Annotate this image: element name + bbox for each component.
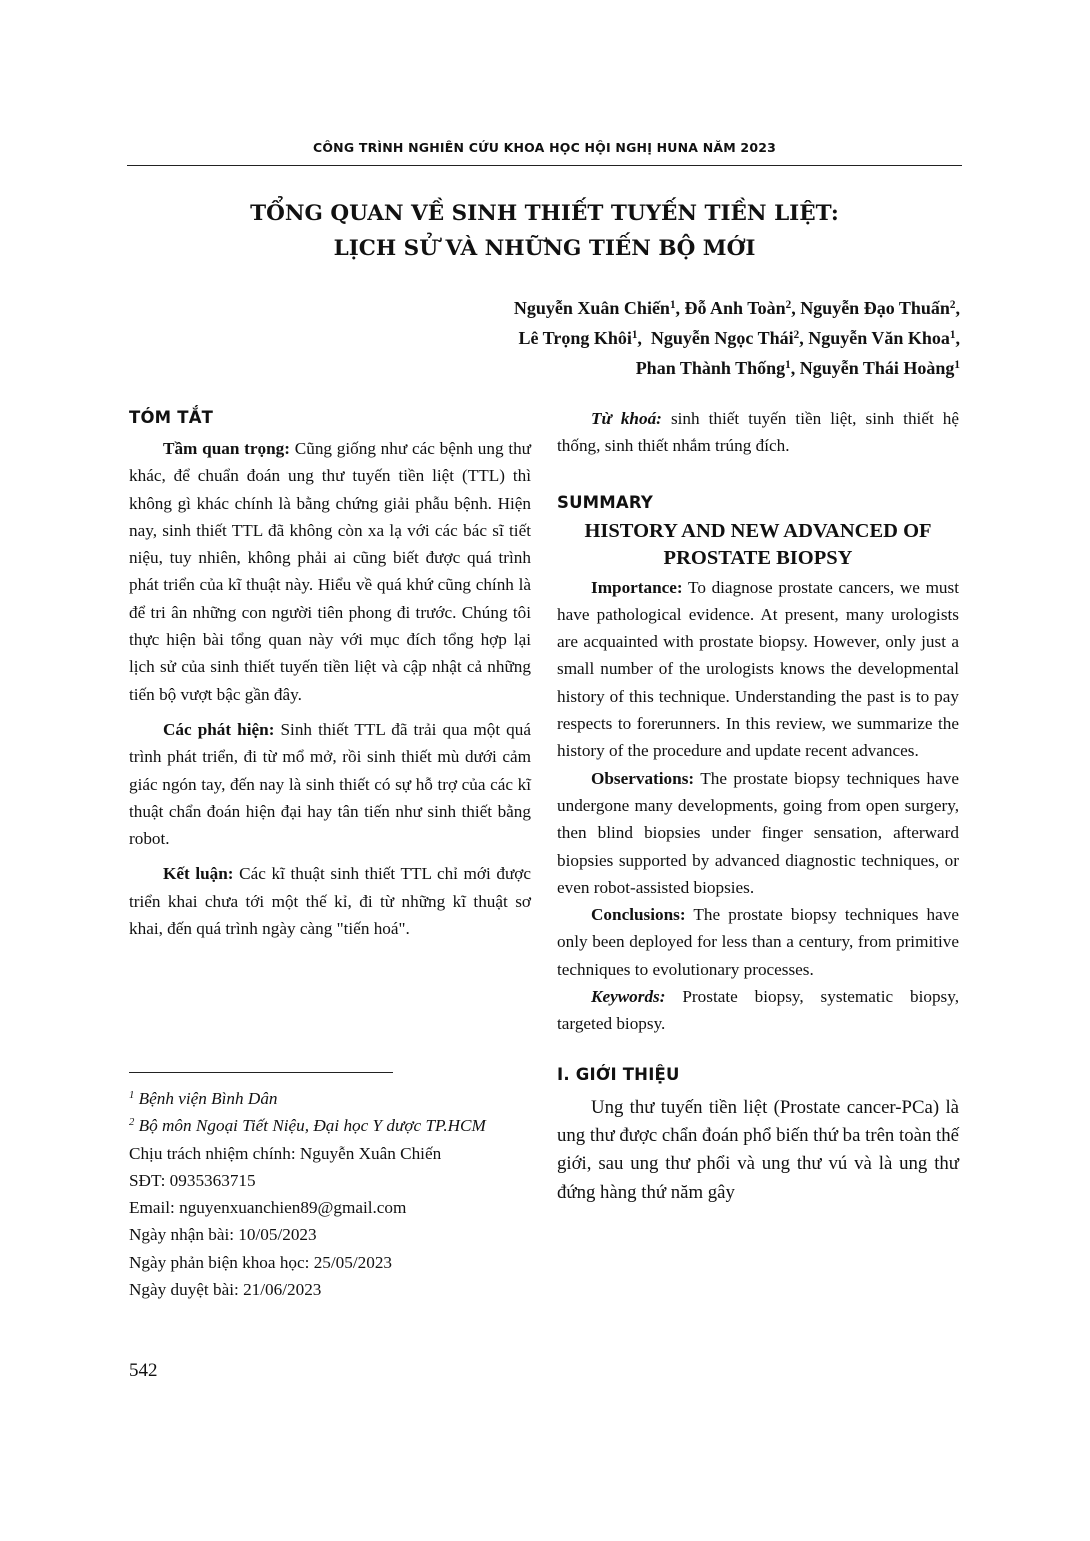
summary-importance (557, 574, 959, 765)
keywords-vi-text: sinh thiết tuyến tiền liệt, sinh thiết hệ thống, sinh thiết nhắm trúng đích. (557, 409, 959, 456)
conclusions-en-label: Conclusions: (591, 905, 686, 925)
affiliation-1 (129, 1085, 531, 1112)
paper-title (127, 196, 962, 266)
introduction-heading: I. GIỚI THIỆU (557, 1064, 680, 1084)
summary-conclusions (557, 901, 959, 983)
conclusion-text: Các kĩ thuật sinh thiết TTL chỉ mới được triển khai chưa tới một thế kỉ, đi từ những kĩ thuật sơ khai, đến quá trình ngày càng "tiến hoá". (129, 864, 532, 939)
author-line-3: Phan Thành Thống$^1$, Nguyễn Thái Hoàng$^1$ (635, 358, 960, 378)
author-list (260, 293, 960, 383)
importance-en-text: To diagnose prostate cancers, we must have pathological evidence. At present, many urologists are acquainted with prostate biopsy. However, only just a small number of the urologists knows the developmental history of this technique. Understanding the past is to pay respects to forerunners. In this review, we summarize the history of the procedure and update recent advances. (557, 577, 959, 761)
corresponding-author: Chịu trách nhiệm chính: Nguyễn Xuân Chiến (129, 1143, 442, 1163)
author-name: Nguyễn Thái Hoàng (799, 358, 955, 378)
author-name: Nguyễn Ngọc Thái (650, 328, 794, 348)
introduction-text: Ung thư tuyến tiền liệt (Prostate cancer-PCa) là ung thư được chẩn đoán phổ biến thứ ba trên toàn thế giới, sau ung thư phổi và ung thư vú và là ung thư đứng hàng thứ năm gây (557, 1096, 959, 1203)
author-affiliation: 2 (793, 328, 800, 341)
conclusion-label: Kết luận: (163, 864, 234, 884)
review-date: Ngày phản biện khoa học: 25/05/2023 (129, 1252, 393, 1272)
left-column (129, 405, 531, 950)
author-affiliation: 1 (669, 298, 676, 311)
received-date: Ngày nhận bài: 10/05/2023 (129, 1225, 317, 1245)
abstract-conclusion (129, 860, 531, 942)
email[interactable]: Email: nguyenxuanchien89@gmail.com (129, 1198, 407, 1218)
author-name: Nguyễn Xuân Chiến (513, 298, 670, 318)
importance-text: Cũng giống như các bệnh ung thư khác, để chuẩn đoán ung thư tuyến tiền liệt (TTL) thì không gì khác chính là bằng chứng giải phẫu bệnh. Hiện nay, sinh thiết TTL đã không còn xa lạ với các bác sĩ tiết niệu, tuy nhiên, không phải ai cũng biết được quá trình phát triển của kĩ thuật này. Hiểu về quá khứ cũng chính là để tri ân những con người tiên phong đi trước. Chúng tôi thực hiện bài tổng quan này với mục đích tổng hợp lại lịch sử của sinh thiết tuyến tiền liệt và cập nhật cả những tiến bộ vượt bậc gần đây. (129, 439, 531, 704)
footnotes (129, 1072, 531, 1303)
author-name: Đỗ Anh Toàn (684, 298, 786, 318)
observations-label: Observations: (591, 768, 695, 788)
header-rule (127, 165, 962, 166)
title-line-1: TỔNG QUAN VỀ SINH THIẾT TUYẾN TIỀN LIỆT: (250, 201, 839, 226)
author-name: Lê Trọng Khôi (518, 328, 632, 348)
summary-observations (557, 765, 959, 901)
abstract-importance (129, 435, 531, 708)
phone: SĐT: 0935363715 (129, 1170, 256, 1190)
findings-text: Sinh thiết TTL đã trải qua một quá trình phát triển, đi từ mổ mở, rồi sinh thiết mù dưới cảm giác ngón tay, đến nay là sinh thiết có sự hỗ trợ của các kĩ thuật chẩn đoán hiện đại hay tân tiến như sinh thiết bằng robot. (129, 719, 531, 849)
introduction-section (557, 1062, 959, 1207)
importance-label: Tầm quan trọng: (163, 439, 290, 458)
keywords-en-text: Prostate biopsy, systematic biopsy, targeted biopsy. (557, 987, 959, 1034)
summary-heading: SUMMARY (557, 492, 654, 512)
author-affiliation: 2 (949, 298, 956, 311)
conclusions-en-text: The prostate biopsy techniques have only been deployed for less than a century, from primitive techniques to evolutionary processes. (557, 905, 959, 979)
author-name: Nguyễn Văn Khoa (808, 328, 950, 348)
page-number: 542 (129, 1360, 158, 1381)
summary-title-line-1: HISTORY AND NEW ADVANCED OF (584, 519, 932, 542)
author-affiliation: 1 (949, 328, 956, 341)
author-name: Phan Thành Thống (635, 358, 786, 378)
title-line-2: LỊCH SỬ VÀ NHỮNG TIẾN BỘ MỚI (333, 236, 756, 261)
footnote-rule (129, 1072, 393, 1073)
keywords-en-label: Keywords: (591, 987, 666, 1007)
affiliation-1-number: 1 (129, 1090, 135, 1102)
keywords-vi (557, 405, 959, 460)
right-column (557, 405, 959, 1207)
author-line-2: Lê Trọng Khôi$^1$, Nguyễn Ngọc Thái$^2$, Nguyễn Văn Khoa$^1$, (518, 328, 960, 348)
affiliation-1-text: Bệnh viện Bình Dân (138, 1089, 278, 1108)
abstract-findings (129, 716, 531, 852)
keywords-en (557, 983, 959, 1038)
author-line-1: Nguyễn Xuân Chiến$^1$, Đỗ Anh Toàn$^2$, Nguyễn Đạo Thuấn$^2$, (513, 298, 960, 318)
findings-label: Các phát hiện: (163, 719, 275, 739)
summary-title (557, 518, 959, 572)
author-affiliation: 1 (631, 328, 638, 341)
accepted-date: Ngày duyệt bài: 21/06/2023 (129, 1280, 322, 1300)
author-affiliation: 1 (954, 358, 960, 371)
abstract-heading: TÓM TẮT (129, 408, 214, 427)
affiliation-2-number: 2 (129, 1117, 135, 1129)
running-header: CÔNG TRÌNH NGHIÊN CỨU KHOA HỌC HỘI NGHỊ HUNA NĂM 2023 (312, 140, 777, 155)
affiliation-2-text: Bộ môn Ngoại Tiết Niệu, Đại học Y dược TP.HCM (138, 1116, 486, 1136)
author-affiliation: 1 (785, 358, 791, 371)
keywords-vi-label: Từ khoá: (591, 409, 662, 428)
importance-en-label: Importance: (591, 577, 683, 597)
summary-title-line-2: PROSTATE BIOPSY (663, 546, 853, 569)
author-name: Nguyễn Đạo Thuấn (800, 298, 950, 318)
observations-text: The prostate biopsy techniques have undergone many developments, going from open surgery, then blind biopsies under finger sensation, afterward biopsies supported by advanced diagnostic techniques, or even robot-assisted biopsies. (557, 768, 959, 897)
author-affiliation: 2 (785, 298, 792, 311)
affiliation-2 (129, 1112, 531, 1139)
